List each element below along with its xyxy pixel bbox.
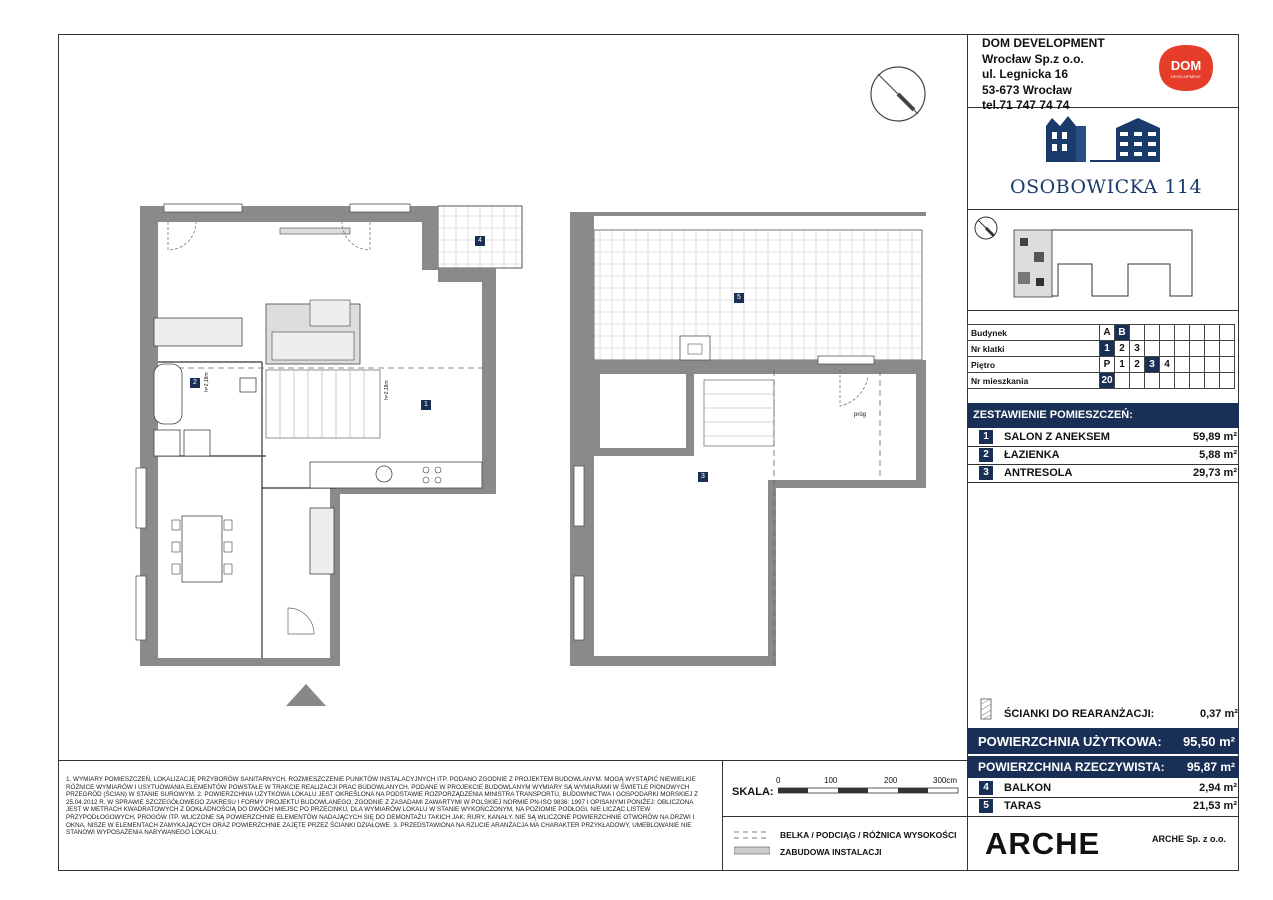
- room-row: [967, 428, 1239, 446]
- actual-area-bar: [967, 756, 1239, 778]
- arche-company: ARCHE Sp. z o.o.: [1152, 834, 1226, 844]
- pietro-p: P: [1100, 357, 1115, 373]
- room-name: ŁAZIENKA: [1004, 449, 1060, 461]
- room-number: 2: [979, 448, 993, 462]
- scale-label: SKALA:: [732, 786, 774, 798]
- room-area: 59,89 m²: [1192, 431, 1237, 443]
- row-klatka: [968, 341, 1235, 357]
- apartment-params-table: [967, 324, 1235, 389]
- company-city: 53-673 Wrocław: [982, 82, 1072, 97]
- row-budynek: [968, 325, 1235, 341]
- divider: [967, 209, 1239, 210]
- room-number: 1: [979, 430, 993, 444]
- notes-text: 1. WYMIARY POMIESZCZEŃ, LOKALIZACJĘ PRZYBORÓW SANITARNYCH, ROZMIESZCZENIE PUNKTÓW INSTALACYJNYCH ITP. PODANO ZGODNIE Z PROJEKTEM BUDOWLANYM. MOGĄ WYSTĄPIĆ NIEWIELKIE RÓŻNICE WYMIARÓW I USYTUOWANIA ELEMENTÓW POWSTAŁE W TRAKCIE REALIZACJI PRAC BUDOWLANYCH. PODANE W PROJEKCIE BUDOWLANYM WYMIARY SĄ WYMIARAMI W ŚWIETLE PIONOWYCH PRZEGRÓD (ŚCIAN) W STANIE SUROWYM. 2. POWIERZCHNIA UŻYTKOWA LOKALU JEST OKREŚLONA NA PODSTAWIE ROZPORZĄDZENIA MINISTRA TRANSPORTU, BUDOWNICTWA I GOSPODARKI MORSKIEJ Z 25.04.2012 R. W SPRAWIE SZCZEGÓŁOWEGO ZAKRESU I FORMY PROJEKTU BUDOWLANEGO, ZGODNIE Z ZASADAMI ZAWARTYMI W POLSKIEJ NORMIE PN-ISO 9836: 1997 I OPISANYMI PONIŻEJ: OBLICZONA JEST W METRACH KWADRATOWYCH Z DOKŁADNOŚCIĄ DO DWÓCH MIEJSC PO PRZECINKU, DLA WYMIARÓW LOKALU W STANIE WYKOŃCZONYM, NA POZIOMIE PODŁOGI, NIE LICZĄC LISTEW PRZYPODŁOGOWYCH, PROGÓW ITP. WLICZONE SĄ POWIERZCHNIE ELEMENTÓW NADAJĄCYCH SIĘ DO DEMONTAŻU TAKICH JAK: RURY, KANAŁY. NIE SĄ WLICZONE POWIERZCHNIE OTWORÓW NA DRZWI I OKNA, NISZE W ELEMENTACH ZAMYKAJĄCYCH ORAZ POWIERZCHNIE ZAJĘTE PRZEZ ŚCIANKI DZIAŁOWE. 3. PRZEDSTAWIONA NA RZUCIE ARANŻACJA MA CHARAKTER PRZYKŁADOWY, UMEBLOWANIE NIE STANOWI WYPOSAŻENIA NABYWANEGO LOKALU.: [66, 776, 698, 837]
- klatka-3: 3: [1130, 341, 1145, 357]
- divider: [967, 310, 1239, 311]
- pietro-3-selected: 3: [1145, 357, 1160, 373]
- pietro-2: 2: [1130, 357, 1145, 373]
- room-label-2: 2: [190, 378, 200, 388]
- divider: [722, 816, 967, 817]
- room-name: SALON Z ANEKSEM: [1004, 431, 1110, 443]
- pietro-1: 1: [1115, 357, 1130, 373]
- room-name: ANTRESOLA: [1004, 467, 1073, 479]
- dom-development-logo: [1157, 43, 1215, 93]
- threshold-label: próg: [854, 412, 867, 418]
- beam-legend-icon: [734, 830, 770, 840]
- logo-text-dom: DOM: [1170, 58, 1202, 73]
- room-area: 2,94 m²: [1199, 782, 1237, 794]
- legend-beam: BELKA / PODCIĄG / RÓŻNICA WYSOKOŚCI: [780, 830, 957, 840]
- budynek-b-selected: B: [1115, 325, 1130, 341]
- rooms-summary-header: ZESTAWIENIE POMIESZCZEŃ:: [967, 403, 1239, 428]
- mezzanine-floor-plan: [570, 212, 926, 666]
- terrace-area: [594, 230, 922, 360]
- extra-room-row: [967, 797, 1239, 815]
- room-name: TARAS: [1004, 800, 1042, 812]
- scale-bar: [778, 786, 960, 796]
- site-key-plan: [970, 212, 1238, 308]
- label-pietro: Piętro: [968, 357, 1100, 373]
- company-phone: tel.71 747 74 74: [982, 98, 1070, 112]
- extra-room-row: [967, 779, 1239, 797]
- company-street: ul. Legnicka 16: [982, 67, 1069, 81]
- room-area: 5,88 m²: [1199, 449, 1237, 461]
- scianki-hatch-icon: [980, 698, 992, 720]
- legend-installation: ZABUDOWA INSTALACJI: [780, 847, 882, 857]
- mieszkanie-number: 20: [1100, 373, 1115, 389]
- logo-text-development: DEVELOPMENT: [1170, 74, 1202, 79]
- room-label-4: 4: [475, 236, 485, 246]
- installation-legend-icon: [734, 846, 770, 856]
- scale-tick-300: 300cm: [933, 776, 958, 785]
- divider: [967, 797, 1239, 798]
- project-title: OSOBOWICKA 114: [1010, 176, 1203, 198]
- room-area: 29,73 m²: [1192, 467, 1237, 479]
- scianki-area: 0,37 m²: [1200, 708, 1238, 720]
- klatka-1-selected: 1: [1100, 341, 1115, 357]
- room-name: BALKON: [1004, 782, 1052, 794]
- row-mieszkanie: [968, 373, 1235, 389]
- row-pietro: [968, 357, 1235, 373]
- room-label-5: 5: [734, 293, 744, 303]
- label-klatka: Nr klatki: [968, 341, 1100, 357]
- arche-logo: ARCHE: [985, 826, 1101, 861]
- scale-tick-100: 100: [824, 776, 838, 785]
- room-row: [967, 446, 1239, 464]
- klatka-2: 2: [1115, 341, 1130, 357]
- room-number: 5: [979, 799, 993, 813]
- actual-area-value: 95,87 m²: [1186, 760, 1235, 774]
- north-arrow-icon: [871, 67, 925, 121]
- label-budynek: Budynek: [968, 325, 1100, 341]
- usable-area-value: 95,50 m²: [1182, 734, 1235, 749]
- floor-plans: [60, 36, 965, 758]
- room-row: [967, 464, 1239, 482]
- room-number: 3: [979, 466, 993, 480]
- divider: [967, 464, 1239, 465]
- room-area: 21,53 m²: [1192, 800, 1237, 812]
- room-label-1: 1: [421, 400, 431, 410]
- scianki-label: ŚCIANKI DO REARANŻACJI:: [1004, 708, 1155, 720]
- divider: [967, 446, 1239, 447]
- pietro-4: 4: [1160, 357, 1175, 373]
- company-name: DOM DEVELOPMENT: [982, 36, 1105, 50]
- label-mieszkanie: Nr mieszkania: [968, 373, 1100, 389]
- scale-tick-200: 200: [884, 776, 898, 785]
- room-number: 4: [979, 781, 993, 795]
- building-illustration: [1040, 112, 1170, 172]
- company-info: [982, 36, 1105, 114]
- height-label: h=2,18m: [384, 380, 390, 400]
- budynek-a: A: [1100, 325, 1115, 341]
- divider: [967, 816, 1239, 817]
- usable-area-bar: [967, 728, 1239, 754]
- lower-floor-plan: [136, 204, 522, 706]
- company-subname: Wrocław Sp.z o.o.: [982, 51, 1084, 66]
- scale-tick-0: 0: [776, 776, 781, 785]
- divider: [967, 482, 1239, 483]
- divider: [58, 760, 967, 761]
- height-label: h=2,18m: [204, 372, 210, 392]
- usable-area-label: POWIERZCHNIA UŻYTKOWA:: [978, 734, 1162, 749]
- actual-area-label: POWIERZCHNIA RZECZYWISTA:: [978, 760, 1165, 774]
- room-label-3: 3: [698, 472, 708, 482]
